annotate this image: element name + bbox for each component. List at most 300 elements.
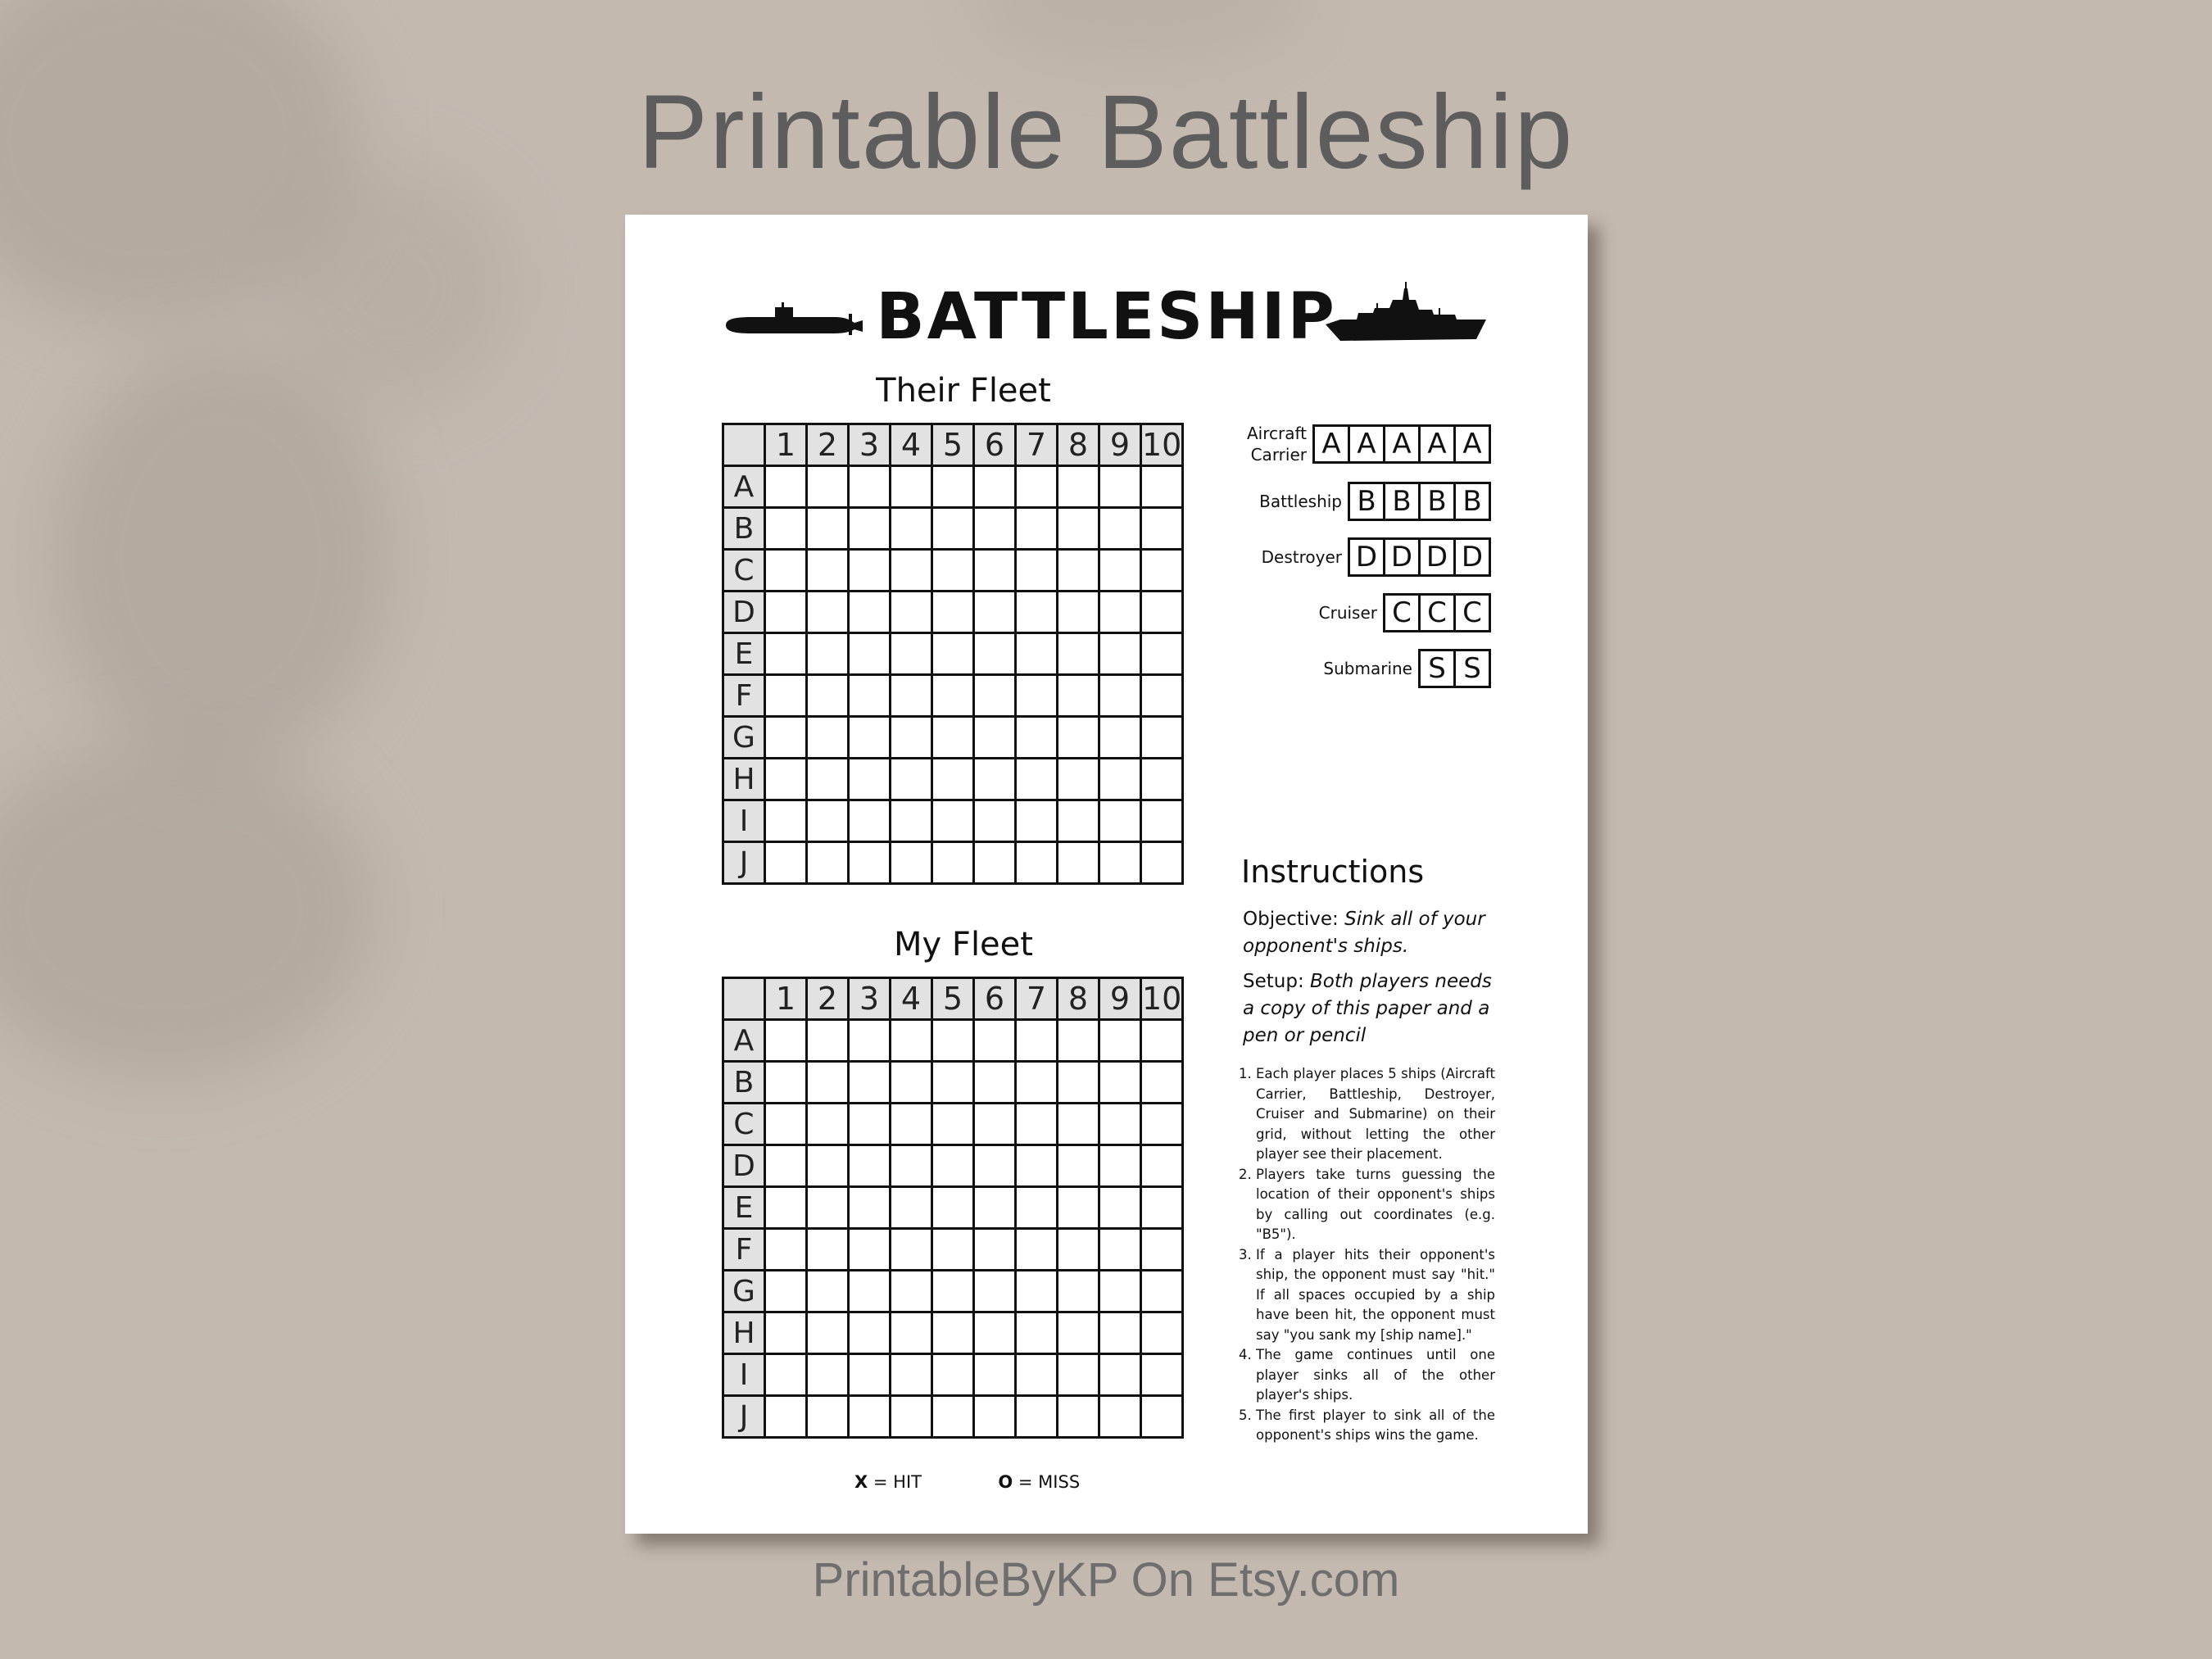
column-header: 10 bbox=[1141, 424, 1183, 466]
ship-name bbox=[1262, 546, 1342, 568]
grid-cell bbox=[1016, 1354, 1058, 1396]
ship-name-line: Aircraft bbox=[1246, 424, 1307, 443]
row-header: G bbox=[723, 1271, 765, 1312]
grid-cell bbox=[849, 800, 891, 842]
page-title: Printable Battleship bbox=[637, 74, 1575, 191]
grid-cell bbox=[891, 1104, 932, 1145]
row-header: C bbox=[723, 550, 765, 592]
grid-cell bbox=[1099, 1104, 1141, 1145]
grid-cell bbox=[1016, 633, 1058, 675]
column-header: 7 bbox=[1016, 978, 1058, 1020]
setup-text: Both players needs a copy of this paper and a pen or pencil bbox=[1243, 971, 1492, 1046]
grid-cell bbox=[1099, 1187, 1141, 1229]
grid-cell bbox=[1016, 1145, 1058, 1187]
grid-corner bbox=[723, 424, 765, 466]
grid-cell bbox=[1058, 1229, 1099, 1271]
column-header: 6 bbox=[974, 978, 1016, 1020]
grid-cell bbox=[849, 633, 891, 675]
grid-cell bbox=[1058, 1062, 1099, 1104]
grid-cell bbox=[974, 508, 1016, 550]
grid-cell bbox=[891, 550, 932, 592]
row-header: H bbox=[723, 759, 765, 800]
row-header: C bbox=[723, 1104, 765, 1145]
grid-cell bbox=[1099, 717, 1141, 759]
grid-cell bbox=[1058, 508, 1099, 550]
row-header: D bbox=[723, 1145, 765, 1187]
grid-cell bbox=[1141, 1354, 1183, 1396]
grid-cell bbox=[1016, 1062, 1058, 1104]
grid-cell bbox=[849, 1104, 891, 1145]
grid-cell bbox=[765, 1187, 807, 1229]
grid-cell bbox=[1016, 1020, 1058, 1062]
column-header: 3 bbox=[849, 424, 891, 466]
ship-box: C bbox=[1453, 593, 1491, 632]
objective bbox=[1243, 906, 1495, 960]
grid-cell bbox=[807, 1229, 849, 1271]
column-header: 8 bbox=[1058, 978, 1099, 1020]
grid-cell bbox=[765, 1312, 807, 1354]
grid-cell bbox=[807, 1062, 849, 1104]
objective-label: Objective: bbox=[1243, 909, 1339, 930]
grid-cell bbox=[1016, 550, 1058, 592]
grid-cell bbox=[1099, 800, 1141, 842]
grid-cell bbox=[765, 1020, 807, 1062]
grid-cell bbox=[891, 1354, 932, 1396]
grid-cell bbox=[807, 675, 849, 717]
grid-cell bbox=[849, 1229, 891, 1271]
grid-cell bbox=[1141, 1020, 1183, 1062]
warship-icon bbox=[1324, 282, 1488, 347]
grid-cell bbox=[807, 1271, 849, 1312]
ship-box: S bbox=[1418, 649, 1456, 688]
battleship-sheet bbox=[625, 215, 1588, 1534]
row-header: B bbox=[723, 1062, 765, 1104]
column-header: 9 bbox=[1099, 424, 1141, 466]
grid-cell bbox=[974, 1354, 1016, 1396]
row-header: A bbox=[723, 466, 765, 508]
grid-cell bbox=[1099, 1271, 1141, 1312]
grid-cell bbox=[1099, 1396, 1141, 1438]
ship-name bbox=[1259, 491, 1342, 512]
grid-cell bbox=[932, 466, 974, 508]
row-header: D bbox=[723, 592, 765, 633]
column-header: 9 bbox=[1099, 978, 1141, 1020]
grid-cell bbox=[1099, 1312, 1141, 1354]
grid-cell bbox=[765, 508, 807, 550]
grid-cell bbox=[891, 1145, 932, 1187]
grid-cell bbox=[891, 1271, 932, 1312]
grid-cell bbox=[1141, 717, 1183, 759]
row-header: B bbox=[723, 508, 765, 550]
grid-cell bbox=[974, 800, 1016, 842]
setup bbox=[1243, 968, 1495, 1049]
grid-cell bbox=[1141, 1062, 1183, 1104]
ship-box: B bbox=[1418, 482, 1456, 521]
row-header: J bbox=[723, 1396, 765, 1438]
column-header: 4 bbox=[891, 424, 932, 466]
grid-cell bbox=[1058, 550, 1099, 592]
grid-cell bbox=[807, 466, 849, 508]
grid-cell bbox=[932, 1271, 974, 1312]
grid-cell bbox=[849, 592, 891, 633]
grid-cell bbox=[932, 1104, 974, 1145]
footer-credit: PrintableByKP On Etsy.com bbox=[812, 1553, 1400, 1607]
grid-cell bbox=[1141, 1271, 1183, 1312]
grid-cell bbox=[1141, 1145, 1183, 1187]
grid-cell bbox=[974, 550, 1016, 592]
grid-cell bbox=[765, 717, 807, 759]
grid-cell bbox=[849, 1187, 891, 1229]
grid-cell bbox=[1016, 592, 1058, 633]
miss-text: = MISS bbox=[1018, 1472, 1081, 1492]
grid-cell bbox=[932, 1396, 974, 1438]
grid-cell bbox=[807, 1020, 849, 1062]
objective-text: Sink all of your opponent's ships. bbox=[1243, 909, 1485, 957]
grid-cell bbox=[891, 1229, 932, 1271]
ship-name bbox=[1247, 423, 1307, 465]
grid-cell bbox=[1058, 842, 1099, 884]
grid-cell bbox=[1016, 466, 1058, 508]
grid-cell bbox=[807, 1354, 849, 1396]
grid-cell bbox=[974, 1312, 1016, 1354]
grid-cell bbox=[974, 633, 1016, 675]
grid-cell bbox=[849, 466, 891, 508]
grid-cell bbox=[1058, 1020, 1099, 1062]
grid-cell bbox=[974, 717, 1016, 759]
grid-cell bbox=[932, 550, 974, 592]
grid-cell bbox=[1016, 675, 1058, 717]
grid-cell bbox=[974, 1145, 1016, 1187]
ship-box: D bbox=[1348, 537, 1385, 577]
hit-miss-legend bbox=[854, 1472, 1080, 1492]
ship-name-line: Battleship bbox=[1259, 492, 1342, 511]
grid-cell bbox=[1099, 675, 1141, 717]
ship-name bbox=[1319, 602, 1377, 623]
row-header: E bbox=[723, 1187, 765, 1229]
grid-cell bbox=[1099, 633, 1141, 675]
grid-cell bbox=[932, 1312, 974, 1354]
instruction-step: 1. Each player places 5 ships (Aircraft Carrier, Battleship, Destroyer, Cruiser and Submarine) on their grid, without letting the other player see their placement. bbox=[1256, 1064, 1495, 1165]
grid-cell bbox=[807, 759, 849, 800]
grid-cell bbox=[932, 508, 974, 550]
grid-cell bbox=[849, 1312, 891, 1354]
ship-name-line: Submarine bbox=[1323, 659, 1412, 678]
grid-cell bbox=[1058, 1396, 1099, 1438]
grid-cell bbox=[891, 717, 932, 759]
ship-box: D bbox=[1383, 537, 1421, 577]
grid-cell bbox=[932, 1145, 974, 1187]
column-header: 2 bbox=[807, 424, 849, 466]
grid-cell bbox=[1016, 800, 1058, 842]
grid-cell bbox=[849, 1396, 891, 1438]
row-header: F bbox=[723, 1229, 765, 1271]
ship-box: C bbox=[1383, 593, 1421, 632]
grid-cell bbox=[1058, 1187, 1099, 1229]
grid-cell bbox=[1058, 717, 1099, 759]
grid-cell bbox=[765, 1271, 807, 1312]
grid-cell bbox=[932, 1020, 974, 1062]
grid-cell bbox=[891, 1187, 932, 1229]
grid-cell bbox=[974, 675, 1016, 717]
background-shadow bbox=[0, 737, 377, 1081]
grid-corner bbox=[723, 978, 765, 1020]
grid-cell bbox=[1141, 1396, 1183, 1438]
grid-cell bbox=[1058, 1271, 1099, 1312]
grid-cell bbox=[849, 1271, 891, 1312]
grid-cell bbox=[765, 675, 807, 717]
column-header: 8 bbox=[1058, 424, 1099, 466]
grid-cell bbox=[1016, 1312, 1058, 1354]
grid-cell bbox=[765, 550, 807, 592]
grid-cell bbox=[1141, 592, 1183, 633]
grid-cell bbox=[1058, 759, 1099, 800]
grid-cell bbox=[974, 842, 1016, 884]
grid-cell bbox=[974, 592, 1016, 633]
grid-cell bbox=[891, 1020, 932, 1062]
grid-cell bbox=[891, 1396, 932, 1438]
grid-cell bbox=[807, 1396, 849, 1438]
setup-label: Setup: bbox=[1243, 971, 1304, 992]
grid-cell bbox=[1058, 1104, 1099, 1145]
grid-cell bbox=[807, 508, 849, 550]
grid-cell bbox=[1099, 550, 1141, 592]
grid-cell bbox=[1099, 1062, 1141, 1104]
grid-cell bbox=[807, 633, 849, 675]
ship-name bbox=[1323, 658, 1412, 679]
grid-cell bbox=[849, 1354, 891, 1396]
grid-cell bbox=[807, 1145, 849, 1187]
grid-cell bbox=[1016, 759, 1058, 800]
grid-cell bbox=[891, 466, 932, 508]
ship-box: A bbox=[1383, 424, 1421, 464]
grid-cell bbox=[1141, 508, 1183, 550]
grid-cell bbox=[932, 717, 974, 759]
column-header: 1 bbox=[765, 424, 807, 466]
grid-cell bbox=[932, 1062, 974, 1104]
grid-cell bbox=[891, 675, 932, 717]
grid-cell bbox=[891, 633, 932, 675]
grid-cell bbox=[807, 550, 849, 592]
grid-cell bbox=[1058, 1145, 1099, 1187]
grid-cell bbox=[849, 508, 891, 550]
grid-cell bbox=[1058, 633, 1099, 675]
grid-cell bbox=[1058, 1312, 1099, 1354]
ship-box: D bbox=[1418, 537, 1456, 577]
grid-cell bbox=[1058, 1354, 1099, 1396]
grid-cell bbox=[1099, 592, 1141, 633]
grid-cell bbox=[974, 759, 1016, 800]
column-header: 3 bbox=[849, 978, 891, 1020]
ship-box: B bbox=[1348, 482, 1385, 521]
grid-cell bbox=[1058, 675, 1099, 717]
grid-cell bbox=[849, 550, 891, 592]
grid-cell bbox=[765, 1145, 807, 1187]
grid-cell bbox=[932, 675, 974, 717]
instruction-step: 5. The first player to sink all of the opponent's ships wins the game. bbox=[1256, 1406, 1495, 1446]
row-header: I bbox=[723, 800, 765, 842]
ship-box: S bbox=[1453, 649, 1491, 688]
row-header: A bbox=[723, 1020, 765, 1062]
grid-cell bbox=[1141, 1229, 1183, 1271]
grid-cell bbox=[974, 1062, 1016, 1104]
grid-cell bbox=[1141, 759, 1183, 800]
row-header: E bbox=[723, 633, 765, 675]
grid-cell bbox=[974, 1020, 1016, 1062]
grid-cell bbox=[932, 1354, 974, 1396]
grid-cell bbox=[1099, 508, 1141, 550]
ship-name-line: Cruiser bbox=[1318, 603, 1377, 623]
grid-cell bbox=[849, 759, 891, 800]
grid-cell bbox=[932, 800, 974, 842]
background-shadow bbox=[967, 0, 1311, 66]
instruction-step: 3. If a player hits their opponent's ship, the opponent must say "hit." If all spaces occupied by a ship have been hit, the opponent must say "you sank my [ship name]." bbox=[1256, 1245, 1495, 1346]
my-fleet-title: My Fleet bbox=[894, 926, 1033, 963]
grid-cell bbox=[765, 633, 807, 675]
instructions bbox=[1241, 854, 1495, 1446]
grid-cell bbox=[849, 717, 891, 759]
grid-cell bbox=[1016, 508, 1058, 550]
grid-cell bbox=[1141, 1187, 1183, 1229]
grid-cell bbox=[807, 1312, 849, 1354]
ship-key-row bbox=[1259, 482, 1491, 521]
grid-cell bbox=[765, 1396, 807, 1438]
grid-cell bbox=[765, 1104, 807, 1145]
row-header: I bbox=[723, 1354, 765, 1396]
grid-cell bbox=[1016, 1229, 1058, 1271]
ship-box: B bbox=[1453, 482, 1491, 521]
grid-cell bbox=[765, 1229, 807, 1271]
grid-cell bbox=[1141, 1312, 1183, 1354]
grid-cell bbox=[1141, 633, 1183, 675]
grid-cell bbox=[765, 842, 807, 884]
ship-box: D bbox=[1453, 537, 1491, 577]
grid-cell bbox=[932, 842, 974, 884]
grid-cell bbox=[1141, 466, 1183, 508]
grid-cell bbox=[807, 1187, 849, 1229]
column-header: 7 bbox=[1016, 424, 1058, 466]
grid-cell bbox=[1099, 1020, 1141, 1062]
background-shadow bbox=[49, 344, 393, 770]
grid-cell bbox=[1016, 842, 1058, 884]
grid-cell bbox=[807, 800, 849, 842]
grid-cell bbox=[765, 1062, 807, 1104]
grid-cell bbox=[1016, 1104, 1058, 1145]
row-header: H bbox=[723, 1312, 765, 1354]
grid-cell bbox=[765, 466, 807, 508]
ship-box: A bbox=[1348, 424, 1385, 464]
grid-cell bbox=[891, 800, 932, 842]
grid-cell bbox=[974, 1187, 1016, 1229]
grid-cell bbox=[932, 1229, 974, 1271]
column-header: 5 bbox=[932, 978, 974, 1020]
grid-cell bbox=[891, 759, 932, 800]
grid-cell bbox=[1141, 675, 1183, 717]
grid-cell bbox=[932, 759, 974, 800]
instruction-step: 2. Players take turns guessing the location of their opponent's ships by calling out coordinates (e.g. "B5"). bbox=[1256, 1165, 1495, 1245]
grid-cell bbox=[974, 1104, 1016, 1145]
ship-key-row bbox=[1262, 537, 1491, 577]
column-header: 6 bbox=[974, 424, 1016, 466]
grid-cell bbox=[1099, 759, 1141, 800]
grid-cell bbox=[1058, 592, 1099, 633]
ship-name-line: Carrier bbox=[1250, 445, 1307, 465]
column-header: 10 bbox=[1141, 978, 1183, 1020]
grid-cell bbox=[807, 717, 849, 759]
ship-key-row bbox=[1247, 423, 1491, 465]
grid-cell bbox=[849, 1062, 891, 1104]
grid-cell bbox=[765, 800, 807, 842]
grid-cell bbox=[849, 842, 891, 884]
ship-key-row bbox=[1323, 649, 1491, 688]
grid-cell bbox=[891, 1312, 932, 1354]
grid-cell bbox=[1058, 800, 1099, 842]
grid-cell bbox=[765, 759, 807, 800]
grid-cell bbox=[1016, 717, 1058, 759]
column-header: 1 bbox=[765, 978, 807, 1020]
grid-cell bbox=[974, 1229, 1016, 1271]
grid-cell bbox=[849, 1020, 891, 1062]
ship-box: B bbox=[1383, 482, 1421, 521]
grid-cell bbox=[807, 1104, 849, 1145]
column-header: 2 bbox=[807, 978, 849, 1020]
grid-cell bbox=[1141, 800, 1183, 842]
grid-cell bbox=[807, 842, 849, 884]
row-header: G bbox=[723, 717, 765, 759]
ship-box: A bbox=[1453, 424, 1491, 464]
ship-name-line: Destroyer bbox=[1261, 547, 1342, 567]
ship-box: C bbox=[1418, 593, 1456, 632]
instruction-step: 4. The game continues until one player sinks all of the other player's ships. bbox=[1256, 1345, 1495, 1406]
grid-cell bbox=[891, 842, 932, 884]
row-header: F bbox=[723, 675, 765, 717]
grid-cell bbox=[765, 592, 807, 633]
grid-cell bbox=[765, 1354, 807, 1396]
background-shadow bbox=[270, 164, 516, 410]
my-fleet-grid bbox=[722, 977, 1184, 1439]
grid-cell bbox=[1141, 550, 1183, 592]
grid-cell bbox=[1141, 842, 1183, 884]
grid-cell bbox=[932, 592, 974, 633]
column-header: 4 bbox=[891, 978, 932, 1020]
grid-cell bbox=[932, 633, 974, 675]
their-fleet-grid bbox=[722, 423, 1184, 885]
grid-cell bbox=[1141, 1104, 1183, 1145]
their-fleet-title: Their Fleet bbox=[876, 372, 1051, 410]
grid-cell bbox=[1058, 466, 1099, 508]
grid-cell bbox=[1099, 1145, 1141, 1187]
ship-box: A bbox=[1312, 424, 1350, 464]
grid-cell bbox=[1016, 1187, 1058, 1229]
grid-cell bbox=[891, 1062, 932, 1104]
grid-cell bbox=[849, 675, 891, 717]
hit-text: = HIT bbox=[873, 1472, 922, 1492]
ship-key-row bbox=[1319, 593, 1491, 632]
grid-cell bbox=[1099, 1354, 1141, 1396]
miss-symbol: O bbox=[998, 1472, 1013, 1492]
grid-cell bbox=[974, 1271, 1016, 1312]
grid-cell bbox=[932, 1187, 974, 1229]
grid-cell bbox=[1016, 1271, 1058, 1312]
grid-cell bbox=[1016, 1396, 1058, 1438]
ship-box: A bbox=[1418, 424, 1456, 464]
grid-cell bbox=[1099, 842, 1141, 884]
instructions-title: Instructions bbox=[1241, 854, 1425, 890]
grid-cell bbox=[891, 508, 932, 550]
hit-symbol: X bbox=[854, 1472, 868, 1492]
grid-cell bbox=[974, 466, 1016, 508]
grid-cell bbox=[849, 1145, 891, 1187]
column-header: 5 bbox=[932, 424, 974, 466]
